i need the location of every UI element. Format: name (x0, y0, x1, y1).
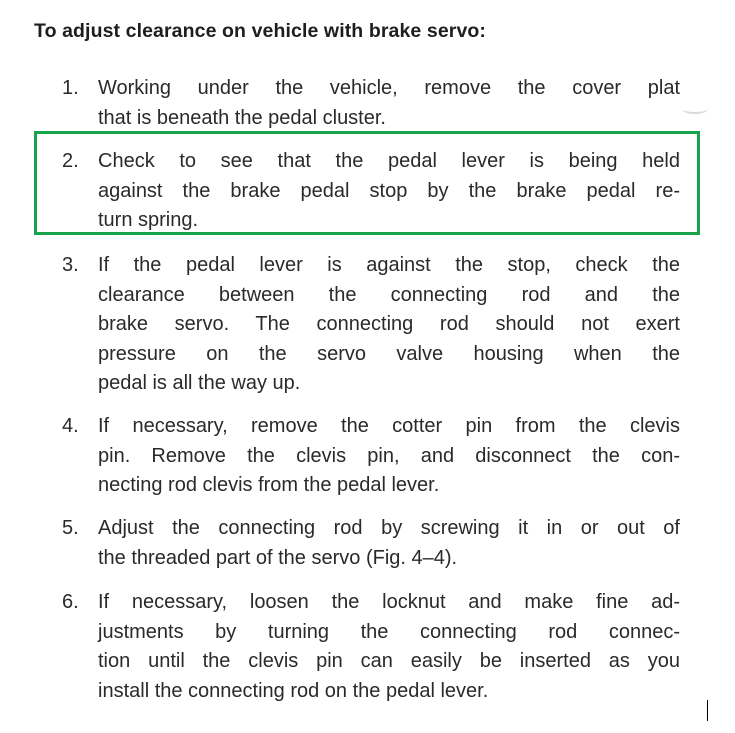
scan-edge-mark (707, 700, 708, 721)
step-line: Check to see that the pedal lever is being held (98, 150, 680, 172)
step-line: pin. Remove the clevis pin, and disconnect the con- (98, 444, 680, 467)
step-text (98, 514, 680, 573)
step-line: pedal is all the way up. (98, 372, 301, 394)
step-line: Adjust the connecting rod by screwing it in or out of (98, 517, 680, 539)
step-line: If necessary, loosen the locknut and make fine ad- (98, 591, 680, 613)
step-line: tion until the clevis pin can easily be inserted as you (98, 650, 680, 672)
step-number: 6. (62, 591, 79, 613)
highlight-box (34, 131, 700, 235)
step-text (98, 412, 680, 501)
step-line: install the connecting rod on the pedal lever. (98, 679, 489, 702)
step-line: pressure on the servo valve housing when the (98, 342, 680, 365)
step-line: If necessary, remove the cotter pin from the clevis (98, 415, 680, 437)
step-line: turn spring. (98, 209, 199, 231)
step-line: clearance between the connecting rod and the (98, 283, 680, 306)
step-line: the threaded part of the servo (Fig. 4–4). (98, 546, 458, 569)
section-heading: To adjust clearance on vehicle with brake servo: (34, 20, 487, 42)
step-number: 4. (62, 415, 79, 437)
step-line: that is beneath the pedal cluster. (98, 106, 386, 129)
step-number: 2. (62, 150, 79, 172)
step-text (98, 251, 680, 399)
step-text (98, 74, 680, 133)
step-number: 5. (62, 517, 79, 539)
step-line: brake servo. The connecting rod should not exert (98, 313, 680, 335)
step-line: If the pedal lever is against the stop, check the (98, 254, 680, 276)
step-text (98, 588, 680, 706)
step-line: justments by turning the connecting rod connec- (98, 620, 680, 643)
step-number: 3. (62, 254, 79, 276)
scan-smudge (682, 104, 708, 114)
step-line: Working under the vehicle, remove the cover plat (98, 77, 680, 99)
step-line: necting rod clevis from the pedal lever. (98, 474, 440, 496)
step-line: against the brake pedal stop by the brake pedal re- (98, 179, 680, 202)
step-number: 1. (62, 77, 79, 99)
